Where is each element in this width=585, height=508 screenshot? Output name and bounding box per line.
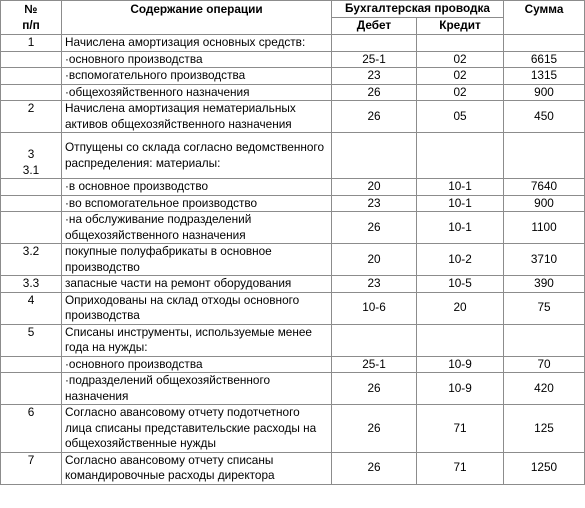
table-row <box>1 195 585 212</box>
row-sum: 1315 <box>504 68 585 85</box>
row-num-sub: 3.1 <box>22 162 40 177</box>
row-num: 6 <box>1 405 62 453</box>
row-sum: 1100 <box>504 212 585 244</box>
row-credit: 10-9 <box>417 373 504 405</box>
row-debit: 26 <box>332 373 417 405</box>
row-num <box>1 133 62 179</box>
row-num <box>1 373 62 405</box>
row-debit: 25-1 <box>332 51 417 68</box>
row-credit: 71 <box>417 452 504 484</box>
table-row <box>1 452 585 484</box>
row-credit <box>417 324 504 356</box>
header-num <box>1 1 62 35</box>
row-credit: 10-1 <box>417 195 504 212</box>
table-row <box>1 133 585 179</box>
row-debit: 26 <box>332 452 417 484</box>
row-debit: 26 <box>332 405 417 453</box>
row-sum <box>504 133 585 179</box>
row-sum: 420 <box>504 373 585 405</box>
row-sum: 900 <box>504 195 585 212</box>
header-num-top: № <box>24 2 38 16</box>
table-row <box>1 51 585 68</box>
row-text: ·общехозяйственного назначения <box>62 84 332 101</box>
row-text: ·на обслуживание подразделений общехозяйственного назначения <box>62 212 332 244</box>
row-debit: 26 <box>332 84 417 101</box>
row-sum: 6615 <box>504 51 585 68</box>
row-credit: 10-1 <box>417 212 504 244</box>
row-num: 2 <box>1 101 62 133</box>
row-debit: 23 <box>332 195 417 212</box>
row-text: ·основного производства <box>62 356 332 373</box>
row-text: ·во вспомогательное производство <box>62 195 332 212</box>
row-sum: 70 <box>504 356 585 373</box>
row-sum: 3710 <box>504 244 585 276</box>
row-debit: 26 <box>332 101 417 133</box>
table-row <box>1 212 585 244</box>
row-sum: 390 <box>504 276 585 293</box>
row-text: ·основного производства <box>62 51 332 68</box>
table-row <box>1 356 585 373</box>
row-text: ·в основное производство <box>62 179 332 196</box>
row-text: Оприходованы на склад отходы основного производства <box>62 292 332 324</box>
row-sum <box>504 35 585 52</box>
row-sum <box>504 324 585 356</box>
header-content: Содержание операции <box>62 1 332 35</box>
row-num <box>1 68 62 85</box>
row-num <box>1 356 62 373</box>
row-text: Согласно авансовому отчету списаны командировочные расходы директора <box>62 452 332 484</box>
row-credit: 02 <box>417 51 504 68</box>
row-text: ·вспомогательного производства <box>62 68 332 85</box>
table-row <box>1 244 585 276</box>
row-num: 3.2 <box>1 244 62 276</box>
row-num: 7 <box>1 452 62 484</box>
row-num: 5 <box>1 324 62 356</box>
row-num-main: 3 <box>27 147 35 161</box>
row-sum: 450 <box>504 101 585 133</box>
row-credit: 10-2 <box>417 244 504 276</box>
row-text: Списаны инструменты, используемые менее года на нужды: <box>62 324 332 356</box>
row-debit: 23 <box>332 68 417 85</box>
row-text: Начислена амортизация основных средств: <box>62 35 332 52</box>
table-row <box>1 405 585 453</box>
row-credit: 10-1 <box>417 179 504 196</box>
header-entry: Бухгалтерская проводка <box>332 1 504 18</box>
row-debit: 25-1 <box>332 356 417 373</box>
row-credit: 02 <box>417 68 504 85</box>
row-debit: 10-6 <box>332 292 417 324</box>
row-sum: 75 <box>504 292 585 324</box>
row-credit: 20 <box>417 292 504 324</box>
row-sum: 900 <box>504 84 585 101</box>
row-debit: 26 <box>332 212 417 244</box>
row-num <box>1 195 62 212</box>
row-credit: 10-5 <box>417 276 504 293</box>
row-text: Согласно авансовому отчету подотчетного лица списаны представительские расходы на общехозяйственные нужды <box>62 405 332 453</box>
row-text: Начислена амортизация нематериальных активов общехозяйственного назначения <box>62 101 332 133</box>
table-row <box>1 179 585 196</box>
row-num: 4 <box>1 292 62 324</box>
row-credit: 02 <box>417 84 504 101</box>
row-credit: 05 <box>417 101 504 133</box>
row-text: запасные части на ремонт оборудования <box>62 276 332 293</box>
row-debit <box>332 324 417 356</box>
row-credit: 71 <box>417 405 504 453</box>
table-row <box>1 68 585 85</box>
row-num <box>1 84 62 101</box>
row-credit <box>417 133 504 179</box>
row-debit: 20 <box>332 179 417 196</box>
row-debit: 20 <box>332 244 417 276</box>
header-num-bottom: п/п <box>22 17 40 32</box>
header-sum: Сумма <box>504 1 585 35</box>
row-sum: 1250 <box>504 452 585 484</box>
row-debit: 23 <box>332 276 417 293</box>
row-credit <box>417 35 504 52</box>
row-debit <box>332 133 417 179</box>
table-row <box>1 84 585 101</box>
table-row <box>1 324 585 356</box>
table-row <box>1 292 585 324</box>
row-credit: 10-9 <box>417 356 504 373</box>
row-num <box>1 212 62 244</box>
header-debit: Дебет <box>332 18 417 35</box>
row-sum: 7640 <box>504 179 585 196</box>
table-row <box>1 101 585 133</box>
row-num: 1 <box>1 35 62 52</box>
row-debit <box>332 35 417 52</box>
row-num: 3.3 <box>1 276 62 293</box>
header-credit: Кредит <box>417 18 504 35</box>
row-sum: 125 <box>504 405 585 453</box>
row-text: покупные полуфабрикаты в основное производство <box>62 244 332 276</box>
row-num <box>1 51 62 68</box>
row-num <box>1 179 62 196</box>
row-text: Отпущены со склада согласно ведомственного распределения: материалы: <box>62 133 332 179</box>
table-row <box>1 35 585 52</box>
row-text: ·подразделений общехозяйственного назначения <box>62 373 332 405</box>
table-row <box>1 373 585 405</box>
table-row <box>1 276 585 293</box>
